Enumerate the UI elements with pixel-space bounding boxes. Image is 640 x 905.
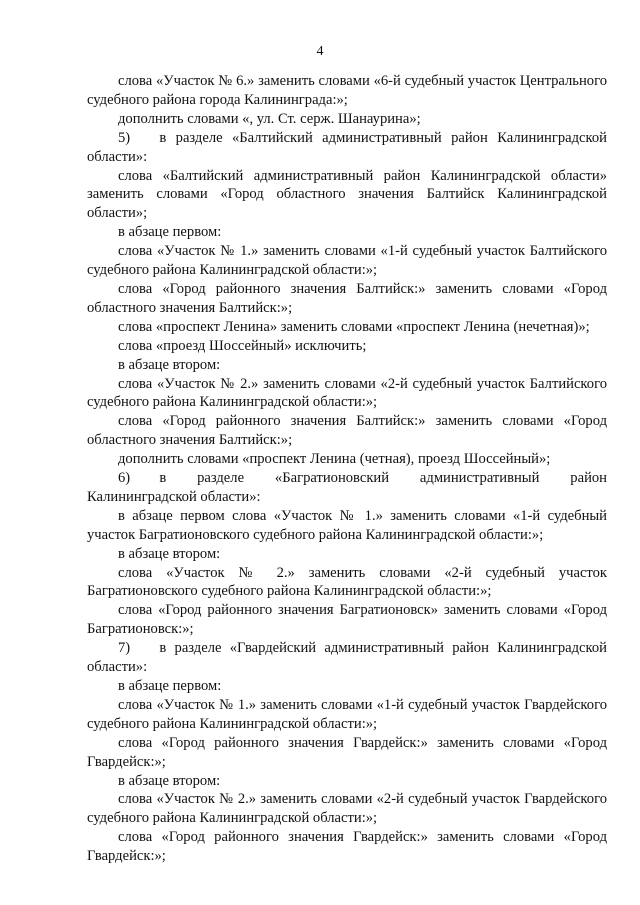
paragraph: слова «Участок № 2.» заменить словами «2-й судебный участок Багратионовского судебного района Калининградской области:»; — [87, 564, 607, 600]
paragraph: слова «Город районного значения Гвардейск:» заменить словами «Город Гвардейск:»; — [87, 829, 607, 865]
paragraph: 6) в разделе «Багратионовский административный район Калининградской области»: — [87, 470, 607, 505]
paragraph: слова «Город районного значения Гвардейск:» заменить словами «Город Гвардейск:»; — [87, 734, 607, 770]
paragraph: в абзаце первом: — [118, 678, 222, 694]
paragraph: слова «Город районного значения Багратионовск» заменить словами «Город Багратионовск:»; — [87, 602, 607, 638]
paragraph: слова «Участок № 2.» заменить словами «2-й судебный участок Гвардейского судебного района Калининградской области:»; — [87, 791, 607, 827]
paragraph: слова «Участок № 6.» заменить словами «6-й судебный участок Центрального судебного района города Калининграда:»; — [87, 73, 607, 108]
paragraph: слова «Балтийский административный район Калининградской области» заменить словами «Город областного значения Балтийск Калининградской области»; — [87, 167, 607, 222]
paragraph: в абзаце втором: — [118, 545, 221, 562]
document-body — [87, 72, 607, 866]
paragraph: слова «Участок № 1.» заменить словами «1-й судебный участок Гвардейского судебного района Калининградской области:»; — [87, 696, 607, 732]
paragraph: в абзаце первом: — [118, 224, 222, 241]
page-number: 4 — [316, 44, 324, 59]
paragraph: в абзаце втором: — [118, 772, 221, 789]
paragraph: дополнить словами «проспект Ленина (четная), проезд Шоссейный»; — [118, 451, 551, 468]
paragraph: слова «проезд Шоссейный» исключить; — [118, 337, 367, 354]
paragraph: 7) в разделе «Гвардейский административный район Калининградской области»: — [87, 640, 607, 676]
paragraph: дополнить словами «, ул. Ст. серж. Шанаурина»; — [118, 110, 421, 127]
paragraph: слова «Участок № 1.» заменить словами «1-й судебный участок Балтийского судебного района Калининградской области:»; — [87, 243, 607, 279]
paragraph: слова «проспект Ленина» заменить словами «проспект Ленина (нечетная)»; — [118, 318, 590, 335]
paragraph: слова «Город районного значения Балтийск:» заменить словами «Город областного значения Балтийск:»; — [87, 280, 607, 316]
paragraph: в абзаце первом слова «Участок № 1.» заменить словами «1-й судебный участок Багратионовского судебного района Калининградской области:»; — [87, 507, 607, 543]
paragraph: 5) в разделе «Балтийский административный район Калининградской области»: — [87, 129, 607, 165]
paragraph: слова «Город районного значения Балтийск:» заменить словами «Город областного значения Балтийск:»; — [87, 413, 607, 449]
paragraph: в абзаце втором: — [118, 356, 221, 373]
paragraph: слова «Участок № 2.» заменить словами «2-й судебный участок Балтийского судебного района Калининградской области:»; — [87, 375, 607, 411]
